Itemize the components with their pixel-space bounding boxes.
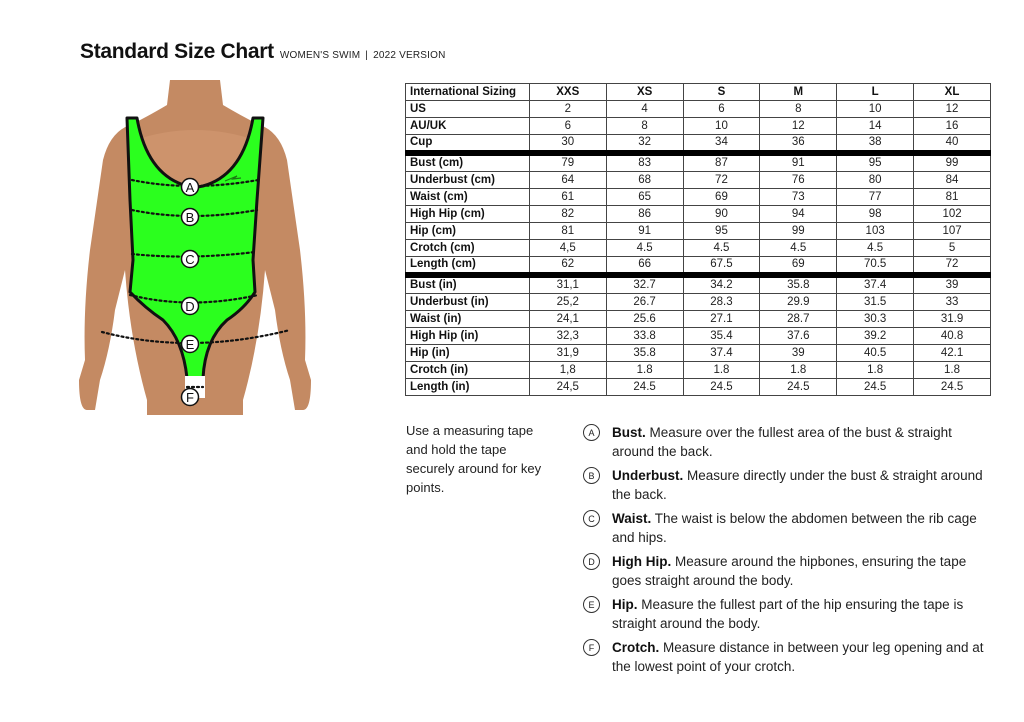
table-cell: 24,1 [529, 311, 606, 328]
definition-text [612, 595, 993, 633]
definition-item [583, 638, 993, 676]
table-cell: 103 [837, 223, 914, 240]
row-label: Bust (in) [406, 275, 530, 294]
category-label: WOMEN'S SWIM [279, 50, 361, 61]
table-cell: 62 [529, 257, 606, 276]
table-cell: 79 [529, 153, 606, 172]
table-cell: 1,8 [529, 362, 606, 379]
table-cell: 61 [529, 189, 606, 206]
table-row [406, 328, 991, 345]
definition-term: Crotch. [612, 640, 660, 655]
table-cell: 6 [529, 118, 606, 135]
table-cell: 8 [760, 101, 837, 118]
header-cell: International Sizing [406, 84, 530, 101]
definition-body: Measure around the hipbones, ensuring the tape goes straight around the body. [612, 554, 967, 588]
intro-text: Use a measuring tape and hold the tape securely around for key points. [406, 423, 542, 495]
table-cell: 35.8 [606, 345, 683, 362]
table-cell: 80 [837, 172, 914, 189]
svg-text:E: E [185, 337, 195, 352]
table-cell: 40.8 [914, 328, 991, 345]
row-label: AU/UK [406, 118, 530, 135]
version-label: 2022 VERSION [373, 50, 446, 61]
table-cell: 91 [606, 223, 683, 240]
table-cell: 99 [914, 153, 991, 172]
table-cell: 66 [606, 257, 683, 276]
table-cell: 81 [529, 223, 606, 240]
table-row [406, 101, 991, 118]
row-label: High Hip (cm) [406, 206, 530, 223]
table-cell: 4.5 [837, 240, 914, 257]
table-cell: 1.8 [760, 362, 837, 379]
swimsuit-model-illustration [75, 80, 315, 415]
definition-body: Measure distance in between your leg opening and at the lowest point of your crotch. [612, 640, 984, 674]
marker-c-icon: C [583, 510, 600, 527]
table-cell: 4 [606, 101, 683, 118]
table-cell: 24.5 [914, 379, 991, 396]
page-header [80, 40, 446, 64]
svg-text:D: D [185, 299, 195, 314]
table-body [406, 101, 991, 396]
definition-item [583, 466, 993, 504]
definition-body: The waist is below the abdomen between the rib cage and hips. [612, 511, 977, 545]
table-cell: 91 [760, 153, 837, 172]
table-cell: 69 [683, 189, 760, 206]
table-cell: 86 [606, 206, 683, 223]
table-cell: 1.8 [837, 362, 914, 379]
header-cell: XL [914, 84, 991, 101]
definition-item [583, 552, 993, 590]
table-cell: 64 [529, 172, 606, 189]
row-label: Hip (in) [406, 345, 530, 362]
table-cell: 65 [606, 189, 683, 206]
svg-text:B: B [185, 210, 195, 225]
table-cell: 107 [914, 223, 991, 240]
table-cell: 35.4 [683, 328, 760, 345]
table-cell: 33.8 [606, 328, 683, 345]
page-subtitle [280, 50, 446, 61]
table-cell: 24.5 [760, 379, 837, 396]
marker-b-icon: B [583, 467, 600, 484]
table-cell: 25.6 [606, 311, 683, 328]
marker-d-icon [182, 298, 199, 315]
row-label: US [406, 101, 530, 118]
table-cell: 35.8 [760, 275, 837, 294]
table-header-row [406, 84, 991, 101]
definition-item [583, 595, 993, 633]
table-cell: 6 [683, 101, 760, 118]
table-row [406, 379, 991, 396]
table-row [406, 206, 991, 223]
table-cell: 4.5 [760, 240, 837, 257]
table-cell: 37.4 [837, 275, 914, 294]
definition-body: Measure directly under the bust & straight around the back. [612, 468, 983, 502]
definition-term: High Hip. [612, 554, 672, 569]
table-cell: 31,1 [529, 275, 606, 294]
marker-a-icon: A [583, 424, 600, 441]
marker-e-icon: E [583, 596, 600, 613]
table-cell: 32.7 [606, 275, 683, 294]
table-cell: 67.5 [683, 257, 760, 276]
table-cell: 32 [606, 135, 683, 154]
row-label: Crotch (in) [406, 362, 530, 379]
marker-f-icon [182, 389, 199, 406]
row-label: Underbust (in) [406, 294, 530, 311]
table-cell: 26.7 [606, 294, 683, 311]
row-label: Hip (cm) [406, 223, 530, 240]
row-label: Underbust (cm) [406, 172, 530, 189]
definition-text [612, 423, 993, 461]
definition-item [583, 423, 993, 461]
definition-term: Underbust. [612, 468, 684, 483]
table-cell: 34 [683, 135, 760, 154]
table-cell: 25,2 [529, 294, 606, 311]
table-cell: 24.5 [683, 379, 760, 396]
table-cell: 82 [529, 206, 606, 223]
table-cell: 16 [914, 118, 991, 135]
table-cell: 27.1 [683, 311, 760, 328]
row-label: Cup [406, 135, 530, 154]
svg-text:C: C [185, 252, 195, 267]
table-cell: 68 [606, 172, 683, 189]
table-cell: 1.8 [683, 362, 760, 379]
table-cell: 76 [760, 172, 837, 189]
table-cell: 31,9 [529, 345, 606, 362]
marker-e-icon [182, 336, 199, 353]
measurement-definitions [583, 423, 993, 681]
row-label: Length (cm) [406, 257, 530, 276]
definition-term: Waist. [612, 511, 652, 526]
table-cell: 12 [914, 101, 991, 118]
table-cell: 94 [760, 206, 837, 223]
definition-text [612, 552, 993, 590]
table-cell: 28.3 [683, 294, 760, 311]
table-cell: 72 [914, 257, 991, 276]
definition-body: Measure over the fullest area of the bust & straight around the back. [612, 425, 952, 459]
table-cell: 95 [837, 153, 914, 172]
marker-f-icon: F [583, 639, 600, 656]
table-cell: 77 [837, 189, 914, 206]
table-cell: 73 [760, 189, 837, 206]
marker-c-icon [182, 251, 199, 268]
table-cell: 42.1 [914, 345, 991, 362]
table-cell: 24,5 [529, 379, 606, 396]
table-cell: 98 [837, 206, 914, 223]
measurement-figure [75, 80, 315, 415]
marker-d-icon: D [583, 553, 600, 570]
table-cell: 37.6 [760, 328, 837, 345]
separator: | [365, 50, 369, 61]
table-cell: 87 [683, 153, 760, 172]
svg-text:F: F [186, 390, 194, 405]
table-cell: 95 [683, 223, 760, 240]
table-cell: 30 [529, 135, 606, 154]
row-label: Length (in) [406, 379, 530, 396]
table-cell: 32,3 [529, 328, 606, 345]
marker-a-icon [182, 179, 199, 196]
table-cell: 39 [914, 275, 991, 294]
table-cell: 2 [529, 101, 606, 118]
table-cell: 36 [760, 135, 837, 154]
definition-term: Bust. [612, 425, 646, 440]
page-title: Standard Size Chart [80, 40, 274, 63]
table-cell: 14 [837, 118, 914, 135]
definition-text [612, 509, 993, 547]
svg-text:A: A [185, 180, 195, 195]
table-cell: 30.3 [837, 311, 914, 328]
row-label: High Hip (in) [406, 328, 530, 345]
table-row [406, 294, 991, 311]
table-row [406, 240, 991, 257]
table-row [406, 118, 991, 135]
table-cell: 39.2 [837, 328, 914, 345]
table-cell: 4.5 [683, 240, 760, 257]
table-cell: 84 [914, 172, 991, 189]
table-cell: 8 [606, 118, 683, 135]
table-row [406, 345, 991, 362]
table-row [406, 189, 991, 206]
definition-text [612, 638, 993, 676]
table-cell: 39 [760, 345, 837, 362]
table-cell: 69 [760, 257, 837, 276]
header-cell: L [837, 84, 914, 101]
table-row [406, 257, 991, 276]
table-row [406, 275, 991, 294]
header-cell: S [683, 84, 760, 101]
table-cell: 38 [837, 135, 914, 154]
table-cell: 102 [914, 206, 991, 223]
table-row [406, 135, 991, 154]
table-cell: 29.9 [760, 294, 837, 311]
table-cell: 5 [914, 240, 991, 257]
definition-item [583, 509, 993, 547]
definition-body: Measure the fullest part of the hip ensuring the tape is straight around the body. [612, 597, 964, 631]
table-cell: 40.5 [837, 345, 914, 362]
table-cell: 83 [606, 153, 683, 172]
table-cell: 90 [683, 206, 760, 223]
table-cell: 70.5 [837, 257, 914, 276]
header-cell: XXS [529, 84, 606, 101]
table-cell: 37.4 [683, 345, 760, 362]
table-cell: 10 [683, 118, 760, 135]
table-cell: 1.8 [914, 362, 991, 379]
table-cell: 4.5 [606, 240, 683, 257]
table-cell: 72 [683, 172, 760, 189]
table-cell: 24.5 [606, 379, 683, 396]
header-cell: XS [606, 84, 683, 101]
definition-term: Hip. [612, 597, 638, 612]
row-label: Bust (cm) [406, 153, 530, 172]
table-row [406, 311, 991, 328]
table-cell: 99 [760, 223, 837, 240]
size-chart-table [405, 83, 991, 396]
table-cell: 33 [914, 294, 991, 311]
table-cell: 31.9 [914, 311, 991, 328]
table-row [406, 172, 991, 189]
table-cell: 81 [914, 189, 991, 206]
table-cell: 4,5 [529, 240, 606, 257]
row-label: Waist (in) [406, 311, 530, 328]
marker-b-icon [182, 209, 199, 226]
table-cell: 1.8 [606, 362, 683, 379]
table-cell: 12 [760, 118, 837, 135]
table-row [406, 223, 991, 240]
definition-text [612, 466, 993, 504]
table-cell: 40 [914, 135, 991, 154]
header-cell: M [760, 84, 837, 101]
row-label: Crotch (cm) [406, 240, 530, 257]
table-cell: 28.7 [760, 311, 837, 328]
table-cell: 24.5 [837, 379, 914, 396]
table-cell: 34.2 [683, 275, 760, 294]
table-cell: 10 [837, 101, 914, 118]
table-cell: 31.5 [837, 294, 914, 311]
row-label: Waist (cm) [406, 189, 530, 206]
table-row [406, 153, 991, 172]
table-row [406, 362, 991, 379]
